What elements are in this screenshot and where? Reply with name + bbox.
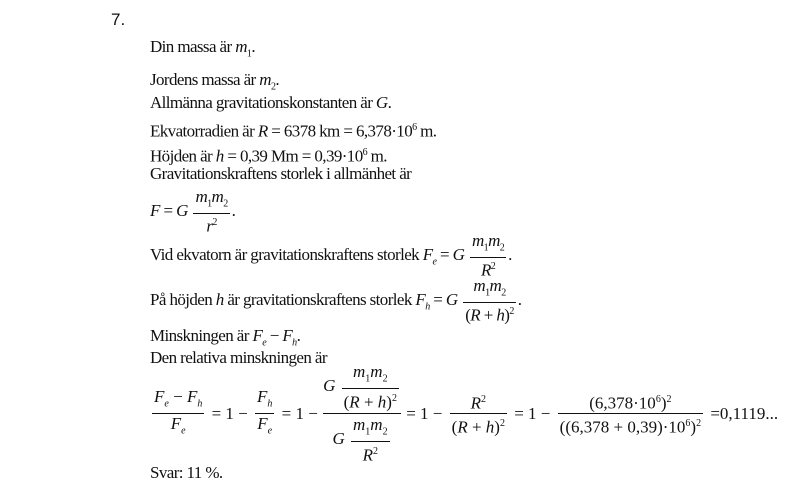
line-equator-force: Vid ekvatorn är gravitationskraftens storlek $F_e = G$ $\frac{m_1m_2}{R^2}$ .: [150, 231, 512, 281]
line-text: Vid ekvatorn är gravitationskraftens storlek: [150, 244, 420, 264]
line-text: Höjden är: [150, 146, 213, 166]
fraction: $\frac{F_e - F_h}{F_e}$: [154, 386, 203, 437]
line-text: är gravitationskraftens storlek: [227, 289, 412, 309]
line-general-force: [150, 164, 411, 184]
unit: m.: [420, 121, 437, 141]
line-height: Höjden är h = 0,39 $Mm = 0,39\cdot 10^6$ m.: [150, 146, 387, 166]
line-text: Allmänna gravitationskonstanten är: [150, 93, 373, 112]
fraction: $\frac{F_h}{F_e}$: [257, 386, 273, 437]
fraction: $\frac{m_1m_2}{(R + h)^2}$: [465, 276, 514, 326]
fraction: $\frac{m_1m_2}{r^2}$: [195, 187, 228, 237]
final-value: =0,1119...: [710, 403, 779, 423]
line-text: Jordens massa är: [150, 70, 256, 89]
nested-fraction: G $\frac{m_1m_2}{(R + h)^2}$ G $\frac{m_1m_2}{R^2}$: [323, 362, 401, 465]
fraction: $\frac{R^2}{(R + h)^2}$: [450, 390, 507, 436]
line-text: Den relativa minskningen är: [150, 348, 327, 367]
line-own-mass: Din massa är $m_1$.: [150, 37, 255, 60]
line-decrease: Minskningen är $F_e - F_h$.: [150, 326, 301, 349]
radius-km: = 6378 km =: [271, 121, 353, 141]
line-grav-constant: Allmänna gravitationskonstanten är G.: [150, 93, 392, 112]
unit: m.: [370, 146, 387, 166]
height-value: = 0,39 Mm = 0,39·10: [227, 146, 363, 166]
numeric-fraction: $\frac{(6,378\cdot 10^6)^2}{((6,378 + 0,39)\cdot 10^6)^2}$: [558, 390, 703, 436]
radius-m: 6,378·10: [355, 121, 413, 141]
line-equator-radius: Ekvatorradien är R = 6378 km = $6,378\cdot 10^6$ m.: [150, 121, 437, 141]
line-text: På höjden: [150, 289, 213, 309]
formula-general: F = G $\frac{m_1m_2}{r^2}$ .: [150, 187, 236, 237]
fraction: $\frac{m_1m_2}{R^2}$: [471, 231, 505, 281]
line-text: Din massa är: [150, 37, 232, 56]
answer: Svar: 11 %.: [150, 463, 223, 482]
line-text: Ekvatorradien är: [150, 121, 255, 141]
line-earth-mass: Jordens massa är $m_2$.: [150, 70, 279, 93]
line-height-force: På höjden h är gravitationskraftens storlek $F_h = G$ $\frac{m_1m_2}{(R + h)^2}$ .: [150, 276, 522, 326]
line-text: Minskningen är: [150, 326, 249, 345]
problem-number: 7.: [111, 10, 126, 29]
line-text: Gravitationskraftens storlek i allmänhet är: [150, 164, 412, 183]
relative-decrease-derivation: $\frac{F_e - F_h}{F_e}$ = 1 − $\frac{F_h}{F_e}$ = 1 − G $\frac{m_1m_2}{(R + h)^2}$ G $\frac{m_1m_2}{R^2}$ = 1 − $\frac{R^2}{(R + h)^2}$ = 1 − $\frac{(6,378\cdot 10^6)^2}{((6,378 + 0,39)\cdot 10^6)^2}$ =0,1119...: [154, 362, 779, 466]
